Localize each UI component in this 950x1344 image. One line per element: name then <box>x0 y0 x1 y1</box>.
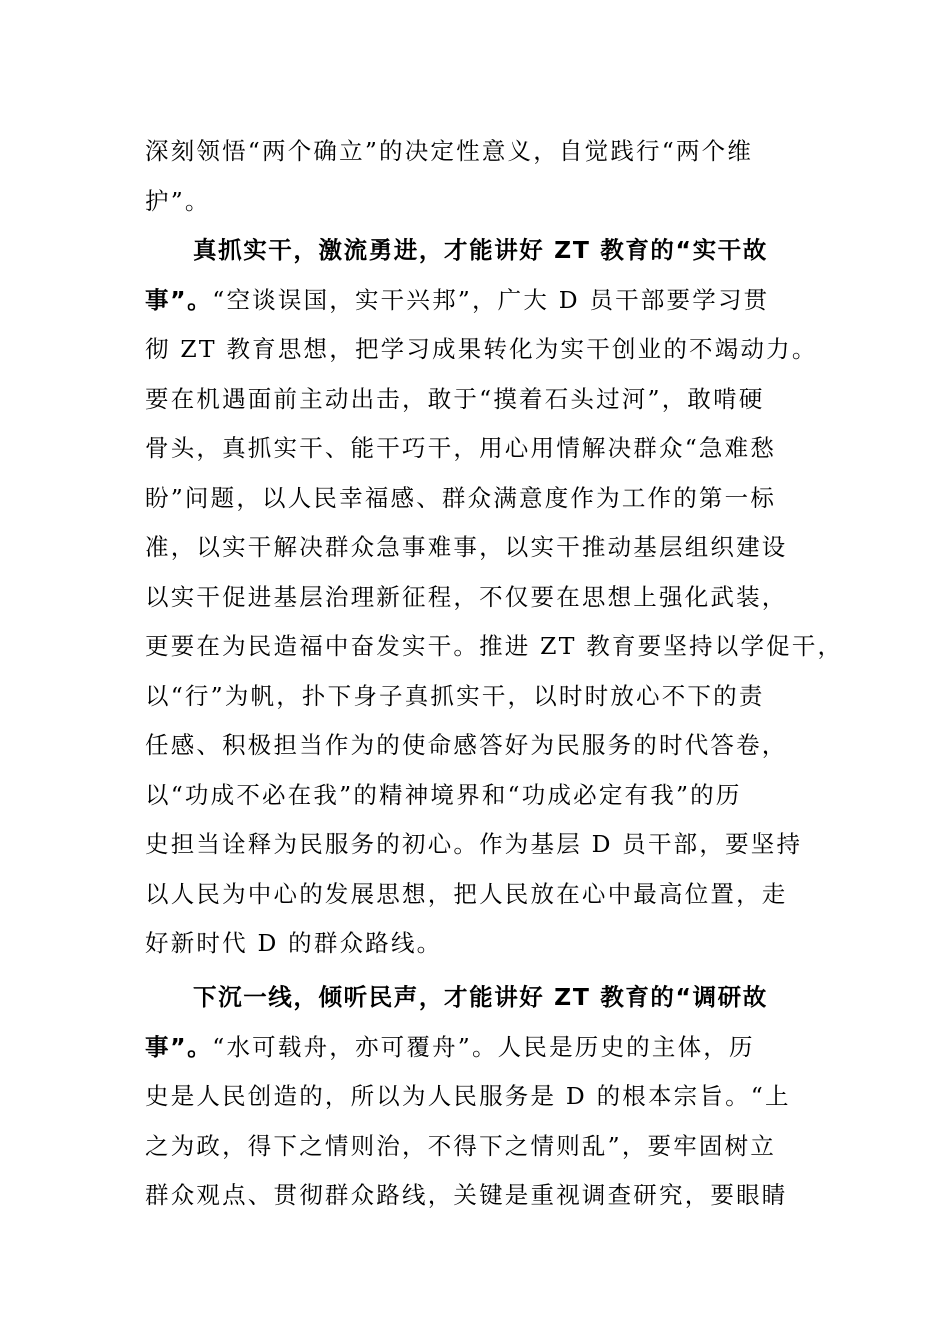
text-line: 之为政，得下之情则治，不得下之情则乱”，要牢固树立 <box>145 1131 777 1160</box>
text-line: 史是人民创造的，所以为人民服务是 D 的根本宗旨。“上 <box>145 1082 791 1110</box>
section-heading-line: 真抓实干，激流勇进，才能讲好 ZT 教育的“实干故 <box>193 236 768 264</box>
text-line: 准，以实干解决群众急事难事，以实干推动基层组织建设 <box>145 533 788 561</box>
text-line: 以人民为中心的发展思想，把人民放在心中最高位置，走 <box>145 879 788 908</box>
text-line: 护”。 <box>145 186 211 215</box>
text-run: “水可载舟，亦可覆舟”。人民是历史的主体，历 <box>212 1032 755 1061</box>
text-line: 以“功成不必在我”的精神境界和“功成必定有我”的历 <box>145 780 742 809</box>
text-line: 骨头，真抓实干、能干巧干，用心用情解决群众“急难愁 <box>145 434 777 462</box>
paragraph-2 <box>145 226 844 969</box>
text-line: 更要在为民造福中奋发实干。推进 ZT 教育要坚持以学促干， <box>145 632 844 660</box>
section-heading-end: 事”。 <box>145 285 213 314</box>
text-line <box>145 276 815 326</box>
text-line: 好新时代 D 的群众路线。 <box>145 929 443 957</box>
text-line: 要在机遇面前主动出击，敢于“摸着石头过河”，敢啃硬 <box>145 384 765 413</box>
text-line: 深刻领悟“两个确立”的决定性意义，自觉践行“两个维 <box>145 137 754 165</box>
text-line: 以实干促进基层治理新征程，不仅要在思想上强化武装， <box>145 582 788 611</box>
text-line: 以“行”为帆，扑下身子真抓实干，以时时放心不下的责 <box>145 681 765 710</box>
text-run: “空谈误国，实干兴邦”，广大 D 员干部要学习贯 <box>212 285 770 314</box>
text-line: 任感、积极担当作为的使命感答好为民服务的时代答卷， <box>145 731 788 759</box>
text-line: 史担当诠释为民服务的初心。作为基层 D 员干部，要坚持 <box>145 830 803 858</box>
text-line: 盼”问题，以人民幸福感、群众满意度作为工作的第一标 <box>145 483 777 512</box>
text-line <box>145 1023 815 1073</box>
section-heading-line: 下沉一线，倾听民声，才能讲好 ZT 教育的“调研故 <box>193 983 768 1011</box>
paragraph-3 <box>145 973 815 1221</box>
text-line: 群众观点、贯彻群众路线，关键是重视调查研究，要眼睛 <box>145 1181 788 1209</box>
paragraph-1 <box>145 127 815 226</box>
section-heading-end: 事”。 <box>145 1032 213 1061</box>
text-line: 彻 ZT 教育思想，把学习成果转化为实干创业的不竭动力。 <box>145 335 818 363</box>
